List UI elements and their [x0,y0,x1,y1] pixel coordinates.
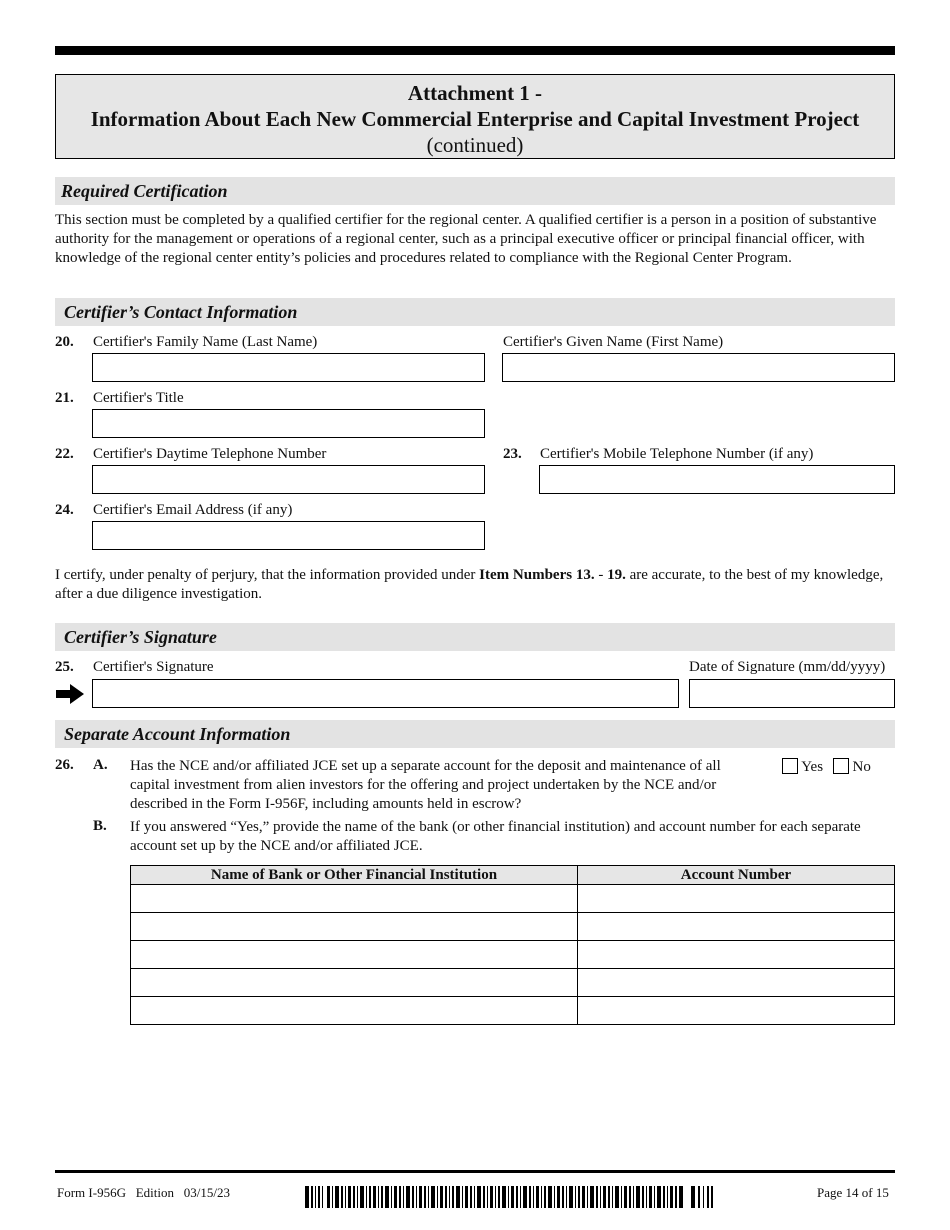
bottom-rule [55,1170,895,1173]
mobile-phone-field[interactable] [539,465,895,494]
signature-field[interactable] [92,679,679,708]
certify-text-pre: I certify, under penalty of perjury, that the information provided under [55,567,480,583]
contact-info-heading: Certifier’s Contact Information [55,298,895,326]
footer-page-number: Page 14 of 15 [817,1185,889,1200]
item-26b-letter: B. [93,818,107,834]
table-header-row [131,866,895,885]
bank-name-cell[interactable] [131,997,578,1025]
signature-label: Certifier's Signature [93,659,214,675]
item-number-22: 22. [55,446,74,462]
footer-form-edition [57,1185,230,1201]
title-label: Certifier's Title [93,390,184,406]
item-26a-question: Has the NCE and/or affiliated JCE set up a separate account for the deposit and maintenance of all capital investment from alien investors for the offering and project undertaken by the NCE and/or described in the Form I-956F, including amounts held in escrow? [130,758,721,812]
account-number-cell[interactable] [578,913,895,941]
certification-statement [55,566,895,604]
table-row [131,997,895,1025]
account-number-cell[interactable] [578,997,895,1025]
no-label: No [852,759,871,775]
required-cert-text: This section must be completed by a qualified certifier for the regional center. A qualified certifier is a person in a position of substantive authority for the management or operations of a regional center, such as a principal executive officer or principal financial officer, with knowledge of the regional center entity’s policies and procedures related to compliance with the Regional Center Program. [55,212,877,266]
account-number-cell[interactable] [578,885,895,913]
no-checkbox[interactable] [833,758,849,774]
signature-date-label: Date of Signature (mm/dd/yyyy) [689,659,886,675]
bank-name-cell[interactable] [131,941,578,969]
title-line-1: Attachment 1 - [407,81,543,105]
item-number-20: 20. [55,334,74,350]
footer-edition-label: Edition [135,1185,174,1200]
certify-item-19: 19. [607,567,626,583]
account-number-column-header: Account Number [578,866,895,885]
signature-date-field[interactable] [689,679,895,708]
title-field[interactable] [92,409,485,438]
family-name-label: Certifier's Family Name (Last Name) [93,334,318,350]
yes-no-group [782,758,871,776]
given-name-field[interactable] [502,353,895,382]
top-rule [55,46,895,55]
item-number-21: 21. [55,390,74,406]
table-row [131,969,895,997]
bank-account-table [130,865,895,1025]
yes-label: Yes [801,759,824,775]
item-number-23: 23. [503,446,522,462]
barcode [305,1186,713,1208]
given-name-label: Certifier's Given Name (First Name) [503,334,724,350]
table-row [131,913,895,941]
email-field[interactable] [92,521,485,550]
separate-account-heading: Separate Account Information [55,720,895,748]
page-title-box [55,74,895,159]
bank-name-cell[interactable] [131,913,578,941]
certify-text-mid: - [594,567,608,583]
table-row [131,941,895,969]
item-number-25: 25. [55,659,74,675]
mobile-phone-label: Certifier's Mobile Telephone Number (if any) [540,446,814,462]
required-cert-heading: Required Certification [55,177,895,205]
item-26a-letter: A. [93,757,108,773]
daytime-phone-field[interactable] [92,465,485,494]
signature-heading: Certifier’s Signature [55,623,895,651]
title-line-3: (continued) [426,133,524,157]
account-number-cell[interactable] [578,969,895,997]
account-number-cell[interactable] [578,941,895,969]
title-line-2: Information About Each New Commercial Enterprise and Capital Investment Project [90,107,860,131]
right-arrow-icon [56,684,84,704]
certify-item-13: Item Numbers 13. [479,567,595,583]
daytime-phone-label: Certifier's Daytime Telephone Number [93,446,327,462]
bank-name-cell[interactable] [131,885,578,913]
bank-name-cell[interactable] [131,969,578,997]
footer-form-name: Form I-956G [57,1185,126,1200]
item-number-24: 24. [55,502,74,518]
footer-edition-date: 03/15/23 [183,1185,230,1200]
table-row [131,885,895,913]
bank-name-column-header: Name of Bank or Other Financial Institution [131,866,578,885]
certify-text-post: are accurate, to the best of my knowledge, after a due diligence investigation. [55,567,884,602]
item-26b-instruction: If you answered “Yes,” provide the name of the bank (or other financial institution) and account number for each separate account set up by the NCE and/or affiliated JCE. [130,819,861,854]
email-label: Certifier's Email Address (if any) [93,502,293,518]
family-name-field[interactable] [92,353,485,382]
item-number-26: 26. [55,757,74,773]
yes-checkbox[interactable] [782,758,798,774]
